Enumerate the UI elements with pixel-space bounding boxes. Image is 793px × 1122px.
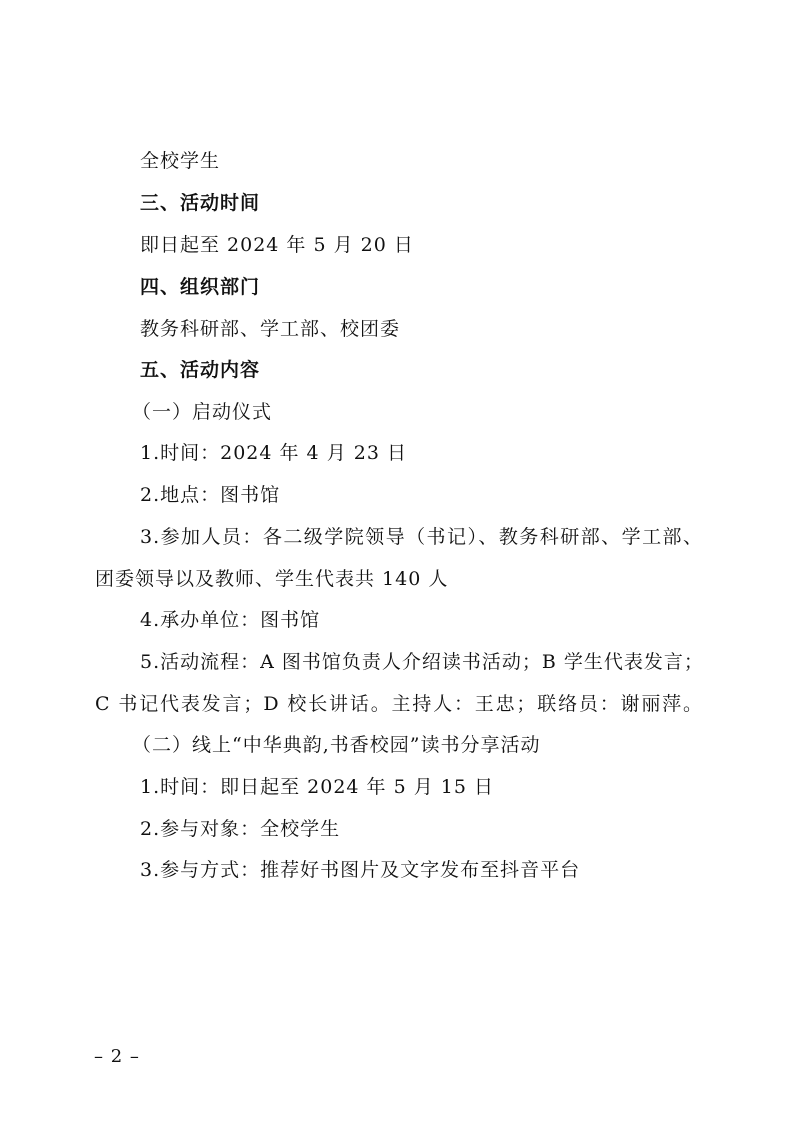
body-line-time: 即日起至 2024 年 5 月 20 日 xyxy=(140,234,414,256)
subsection-heading-online: （二）线上“中华典韵,书香校园”读书分享活动 xyxy=(132,734,541,756)
body-line-participants: 3.参加人员：各二级学院领导（书记）、教务科研部、学工部、 xyxy=(140,526,703,548)
section-heading-time: 三、活动时间 xyxy=(140,192,261,214)
body-line-process: 5.活动流程：A 图书馆负责人介绍读书活动；B 学生代表发言； xyxy=(140,651,704,673)
body-line-host-unit: 4.承办单位：图书馆 xyxy=(140,609,321,631)
page-number: – 2 – xyxy=(94,1046,140,1067)
body-line-organizer: 教务科研部、学工部、校团委 xyxy=(140,318,401,340)
body-line-online-method: 3.参与方式：推荐好书图片及文字发布至抖音平台 xyxy=(140,859,581,881)
body-line-participants-cont: 团委领导以及教师、学生代表共 140 人 xyxy=(95,568,449,590)
body-line-audience: 全校学生 xyxy=(140,150,221,172)
subsection-heading-launch: （一）启动仪式 xyxy=(132,401,273,423)
body-line-launch-time: 1.时间：2024 年 4 月 23 日 xyxy=(140,442,407,464)
body-line-online-time: 1.时间：即日起至 2024 年 5 月 15 日 xyxy=(140,776,494,798)
section-heading-content: 五、活动内容 xyxy=(140,359,261,381)
body-line-launch-place: 2.地点：图书馆 xyxy=(140,484,281,506)
body-line-process-cont: C 书记代表发言；D 校长讲话。主持人：王忠；联络员：谢丽萍。 xyxy=(95,693,703,715)
section-heading-organizer: 四、组织部门 xyxy=(140,276,261,298)
body-line-online-target: 2.参与对象：全校学生 xyxy=(140,818,341,840)
